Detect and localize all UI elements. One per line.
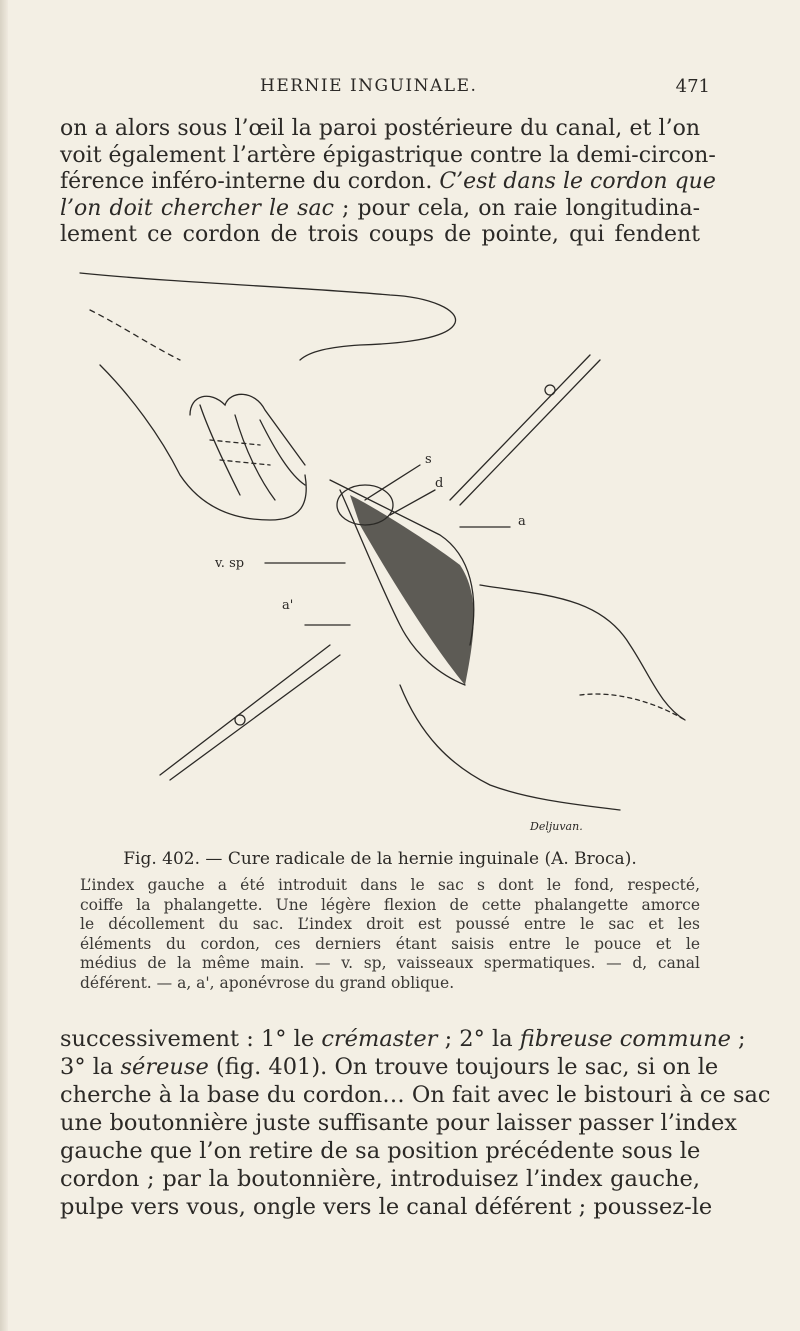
top-paragraph xyxy=(60,116,716,249)
caption-line: éléments du cordon, ces derniers étant saisis entre le pouce et le xyxy=(80,934,700,953)
running-title: HERNIE INGUINALE. xyxy=(260,76,478,96)
text-line: lement ce cordon de trois coups de pointe, qui fendent xyxy=(60,222,700,247)
page-edge xyxy=(0,0,8,1331)
hand-shading xyxy=(90,310,180,360)
text-line xyxy=(60,196,700,223)
leader-s xyxy=(365,465,420,500)
text-run: férence inféro-interne du cordon. xyxy=(60,169,440,194)
text-line: gauche que l’on retire de sa position précédente sous le xyxy=(60,1138,701,1164)
text-run: (fig. 401). On trouve toujours le sac, si on le xyxy=(208,1054,719,1080)
text-line xyxy=(60,169,716,196)
italic-run: fibreuse commune xyxy=(519,1026,731,1052)
text-run: 3° la xyxy=(60,1054,121,1080)
text-line: une boutonnière juste suffisante pour laisser passer l’index xyxy=(60,1110,737,1136)
text-line: voit également l’artère épigastrique contre la demi-circon- xyxy=(60,142,716,168)
italic-run: crémaster xyxy=(321,1026,438,1052)
engraver-signature: Deljuvan. xyxy=(530,820,583,833)
text-run: ; 2° la xyxy=(437,1026,520,1052)
forceps-ring xyxy=(235,715,245,725)
italic-run: séreuse xyxy=(120,1054,209,1080)
italic-run: C’est dans le cordon que xyxy=(439,169,716,194)
forceps-upper xyxy=(450,355,600,505)
label-s: s xyxy=(425,452,432,467)
caption-line: le décollement du sac. L’index droit est poussé entre le sac et les xyxy=(80,915,700,933)
upper-hand-lower xyxy=(100,365,306,520)
text-line xyxy=(60,1025,746,1053)
text-line: pulpe vers vous, ongle vers le canal déférent ; poussez-le xyxy=(60,1194,713,1220)
figure-caption-body xyxy=(80,876,700,993)
forceps-lower xyxy=(160,645,340,780)
caption-line: médius de la même main. — v. sp, vaisseaux spermatiques. — d, canal xyxy=(80,954,700,972)
italic-run: l’on doit chercher le sac xyxy=(60,195,334,221)
surgical-illustration xyxy=(60,265,750,845)
bottom-paragraph xyxy=(60,1025,771,1221)
label-a-prime: a' xyxy=(282,598,294,613)
caption-line: déférent. — a, a', aponévrose du grand oblique. xyxy=(80,973,455,992)
text-line xyxy=(60,1053,719,1081)
finger-3 xyxy=(260,420,305,485)
caption-line: coiffe la phalangette. Une légère flexion de cette phalangette amorce xyxy=(80,895,700,914)
caption-line: L’index gauche a été introduit dans le sac s dont le fond, respecté, xyxy=(80,876,700,894)
text-line: cherche à la base du cordon… On fait avec le bistouri à ce sac xyxy=(60,1082,771,1108)
forceps-ring xyxy=(545,385,555,395)
cord-hatching xyxy=(350,495,474,685)
lower-hand-top xyxy=(480,585,685,720)
upper-hand-outline xyxy=(80,273,456,360)
page-number: 471 xyxy=(675,76,710,97)
hernia-surgery-drawing xyxy=(60,265,750,845)
finger-2 xyxy=(235,415,275,500)
knuckles xyxy=(190,394,305,465)
text-line: cordon ; par la boutonnière, introduisez l’index gauche, xyxy=(60,1166,700,1192)
text-run: successivement : 1° le xyxy=(60,1026,322,1052)
label-a: a xyxy=(518,514,526,529)
text-run: ; pour cela, on raie longitudina- xyxy=(333,195,700,221)
text-run: ; xyxy=(730,1026,746,1052)
leader-d xyxy=(390,490,435,515)
label-vsp: v. sp xyxy=(215,556,245,571)
lower-hand-bottom xyxy=(400,685,620,810)
label-d: d xyxy=(435,476,444,491)
figure-caption-title: Fig. 402. — Cure radicale de la hernie inguinale (A. Broca). xyxy=(123,849,637,869)
text-line: on a alors sous l’œil la paroi postérieure du canal, et l’on xyxy=(60,116,700,141)
running-header xyxy=(60,76,710,100)
finger-1 xyxy=(200,405,240,495)
